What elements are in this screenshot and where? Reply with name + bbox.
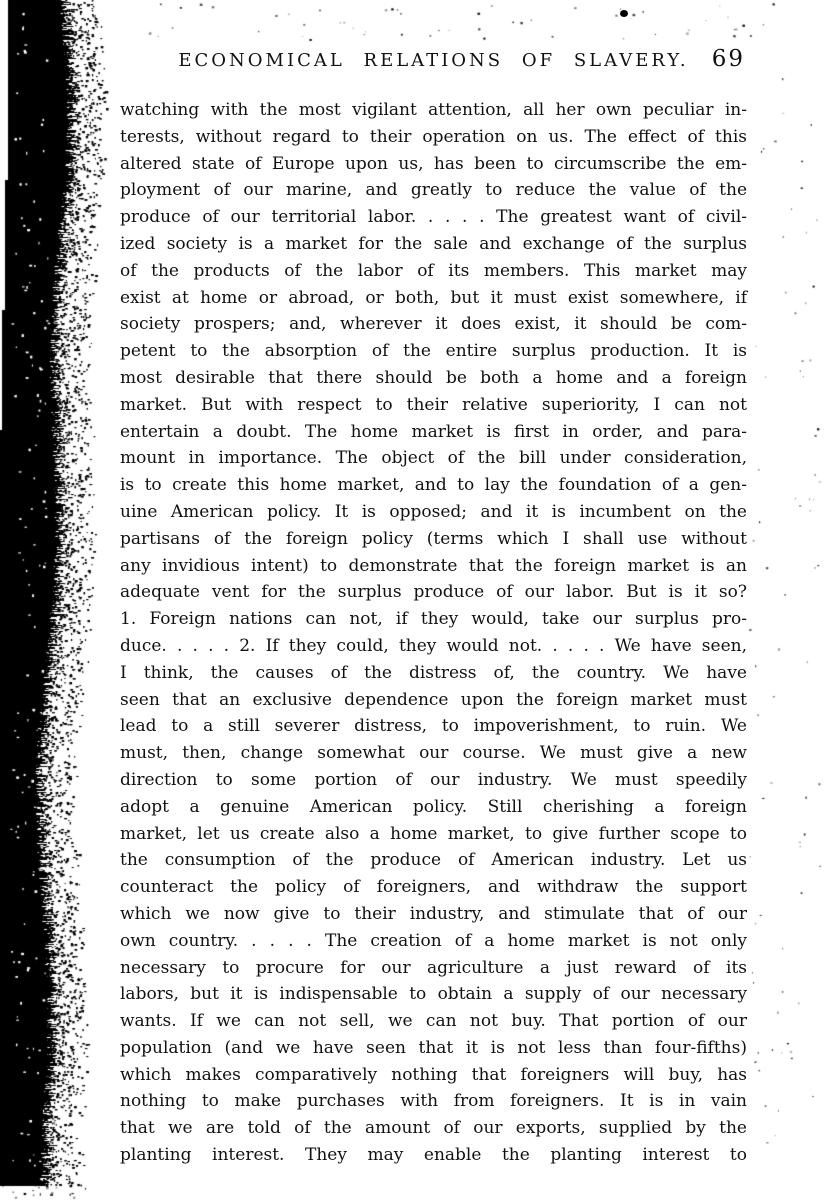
text-line: is to create this home market, and to lay the foundation of a gen- [120,475,747,496]
text-line: adopt a genuine American policy. Still cherishing a foreign [120,796,747,817]
text-line: any invidious intent) to demonstrate that the foreign market is an [120,555,747,576]
text-line: own country. . . . . The creation of a home market is not only [120,930,747,951]
text-line: ployment of our marine, and greatly to reduce the value of the [120,180,747,201]
running-head-title: ECONOMICAL RELATIONS OF SLAVERY. [178,50,689,71]
text-line: necessary to procure for our agriculture a just reward of its [120,957,747,978]
text-line: wants. If we can not sell, we can not buy. That portion of our [120,1011,747,1032]
text-line: that we are told of the amount of our exports, supplied by the [120,1118,747,1139]
text-line: lead to a still severer distress, to impoverishment, to ruin. We [120,716,747,737]
text-line: petent to the absorption of the entire surplus production. It is [120,341,747,362]
text-line: labors, but it is indispensable to obtain a supply of our necessary [120,984,747,1005]
text-line: counteract the policy of foreigners, and withdraw the support [120,877,747,898]
text-line: planting interest. They may enable the planting interest to [120,1145,747,1166]
text-line: direction to some portion of our industry. We must speedily [120,769,747,790]
ink-spot [620,10,628,17]
text-line: society prospers; and, wherever it does exist, it should be com- [120,314,747,335]
text-line: uine American policy. It is opposed; and it is incumbent on the [120,501,747,522]
page-header [120,46,747,82]
text-line: most desirable that there should be both a home and a foreign [120,367,747,388]
text-line: which we now give to their industry, and stimulate that of our [120,903,747,924]
body-text [120,97,747,1169]
text-line: terests, without regard to their operation on us. The effect of this [120,126,747,147]
text-line: the consumption of the produce of American industry. Let us [120,850,747,871]
text-line: of the products of the labor of its members. This market may [120,260,747,281]
text-line: watching with the most vigilant attention, all her own peculiar in- [120,100,747,120]
text-line: duce. . . . . 2. If they could, they would not. . . . . We have seen, [120,635,747,656]
text-line: altered state of Europe upon us, has been to circumscribe the em- [120,153,747,174]
text-line: I think, the causes of the distress of, the country. We have [120,662,747,683]
text-line: mount in importance. The object of the bill under consideration, [120,448,747,469]
text-line: produce of our territorial labor. . . . . The greatest want of civil- [120,207,747,228]
text-line: market. But with respect to their relative superiority, I can not [120,394,747,415]
text-line: ized society is a market for the sale and exchange of the surplus [120,233,747,254]
text-line: adequate vent for the surplus produce of our labor. But is it so? [120,582,747,603]
text-line: exist at home or abroad, or both, but it must exist somewhere, if [120,287,747,308]
text-line: market, let us create also a home market, to give further scope to [120,823,747,844]
text-line: entertain a doubt. The home market is first in order, and para- [120,421,747,442]
text-line: nothing to make purchases with from foreigners. It is in vain [120,1091,747,1112]
text-line: population (and we have seen that it is not less than four-fifths) [120,1037,747,1058]
text-line: seen that an exclusive dependence upon the foreign market must [120,689,747,710]
page-number: 69 [711,46,745,72]
text-line: must, then, change somewhat our course. We must give a new [120,743,747,764]
text-line: which makes comparatively nothing that foreigners will buy, has [120,1064,747,1085]
text-line: 1. Foreign nations can not, if they would, take our surplus pro- [120,609,747,630]
text-line: partisans of the foreign policy (terms which I shall use without [120,528,747,549]
